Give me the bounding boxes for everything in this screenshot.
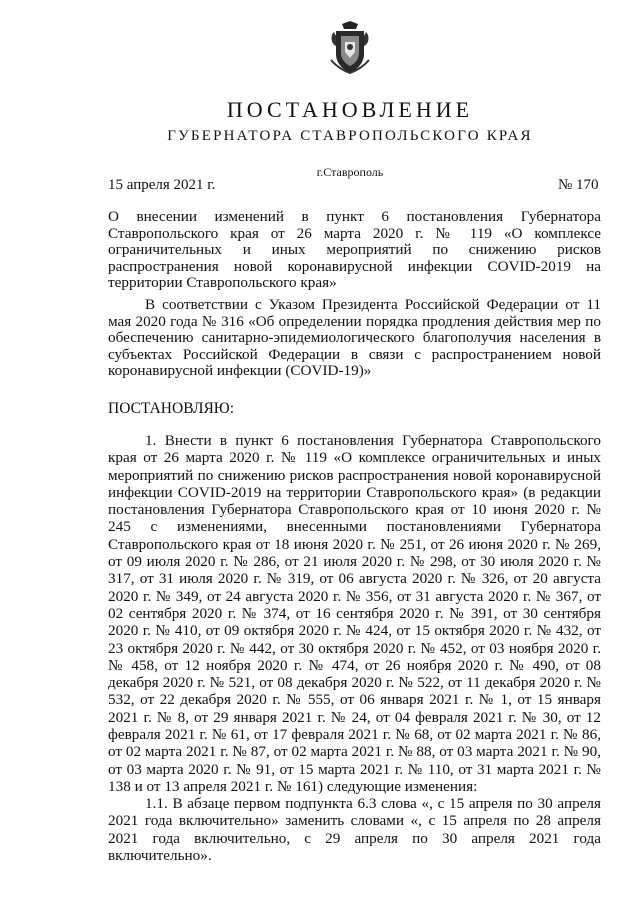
paragraph-point-1-1: 1.1. В абзаце первом подпункта 6.3 слова «, с 15 апреля по 30 апреля 2021 года включительно» заменить словами «, с 15 апреля по 28 апреля 2021 года включительно, с 29 апреля по 30 апреля 2021 года включительно».	[108, 795, 601, 864]
preamble-paragraph: В соответствии с Указом Президента Российской Федерации от 11 мая 2020 года № 316 «Об определении порядка продления действия мер по обеспечению санитарно-эпидемиологического благополучия населения в субъектах Российской Федерации в связи с распространением новой коронавирусной инфекции (COVID-19)»	[108, 296, 601, 380]
document-title: ПОСТАНОВЛЕНИЕ	[226, 97, 474, 122]
decree-heading: ПОСТАНОВЛЯЮ:	[108, 400, 235, 417]
paragraph-point-1: 1. Внести в пункт 6 постановления Губернатора Ставропольского края от 26 марта 2020 г. № 119 «О комплексе ограничительных и иных мероприятий по снижению рисков распространения новой коронавирусной инфекции COVID-2019 на территории Ставропольского края» (в редакции постановления Губернатора Ставропольского края от 10 июня 2020 г. № 245 с изменениями, внесенными постановлениями Губернатора Ставропольского края от 18 июня 2020 г. № 251, от 26 июня 2020 г. № 269, от 09 июля 2020 г. № 286, от 21 июля 2020 г. № 298, от 30 июля 2020 г. № 317, от 31 июля 2020 г. № 319, от 06 августа 2020 г. № 326, от 20 августа 2020 г. № 349, от 24 августа 2020 г. № 356, от 31 августа 2020 г. № 367, от 02 сентября 2020 г. № 374, от 16 сентября 2020 г. № 391, от 30 сентября 2020 г. № 410, от 09 октября 2020 г. № 424, от 15 октября 2020 г. № 432, от 23 октября 2020 г. № 442, от 30 октября 2020 г. № 452, от 03 ноября 2020 г. № 458, от 12 ноября 2020 г. № 474, от 26 ноября 2020 г. № 490, от 08 декабря 2020 г. № 521, от 08 декабря 2020 г. № 522, от 11 декабря 2020 г. № 532, от 22 декабря 2020 г. № 555, от 06 января 2021 г. № 1, от 15 января 2021 г. № 8, от 29 января 2021 г. № 24, от 04 февраля 2021 г. № 30, от 12 февраля 2021 г. № 61, от 17 февраля 2021 г. № 68, от 02 марта 2021 г. № 86, от 02 марта 2021 г. № 87, от 02 марта 2021 г. № 88, от 03 марта 2021 г. № 90, от 03 марта 2020 г. № 91, от 15 марта 2021 г. № 110, от 31 марта 2021 г. № 138 и от 13 апреля 2021 г. № 161) следующие изменения:	[108, 432, 601, 795]
city-label: г.Ставрополь	[316, 165, 384, 179]
coat-of-arms-emblem	[328, 20, 372, 74]
document-date: 15 апреля 2021 г.	[108, 177, 216, 193]
document-number: № 170	[558, 177, 599, 193]
document-subject: О внесении изменений в пункт 6 постановления Губернатора Ставропольского края от 26 марта 2020 г. № 119 «О комплексе ограничительных и иных мероприятий по снижению рисков распространения новой коронавирусной инфекции COVID-2019 на территории Ставропольского края»	[108, 208, 601, 292]
document-subtitle: ГУБЕРНАТОРА СТАВРОПОЛЬСКОГО КРАЯ	[167, 128, 533, 144]
